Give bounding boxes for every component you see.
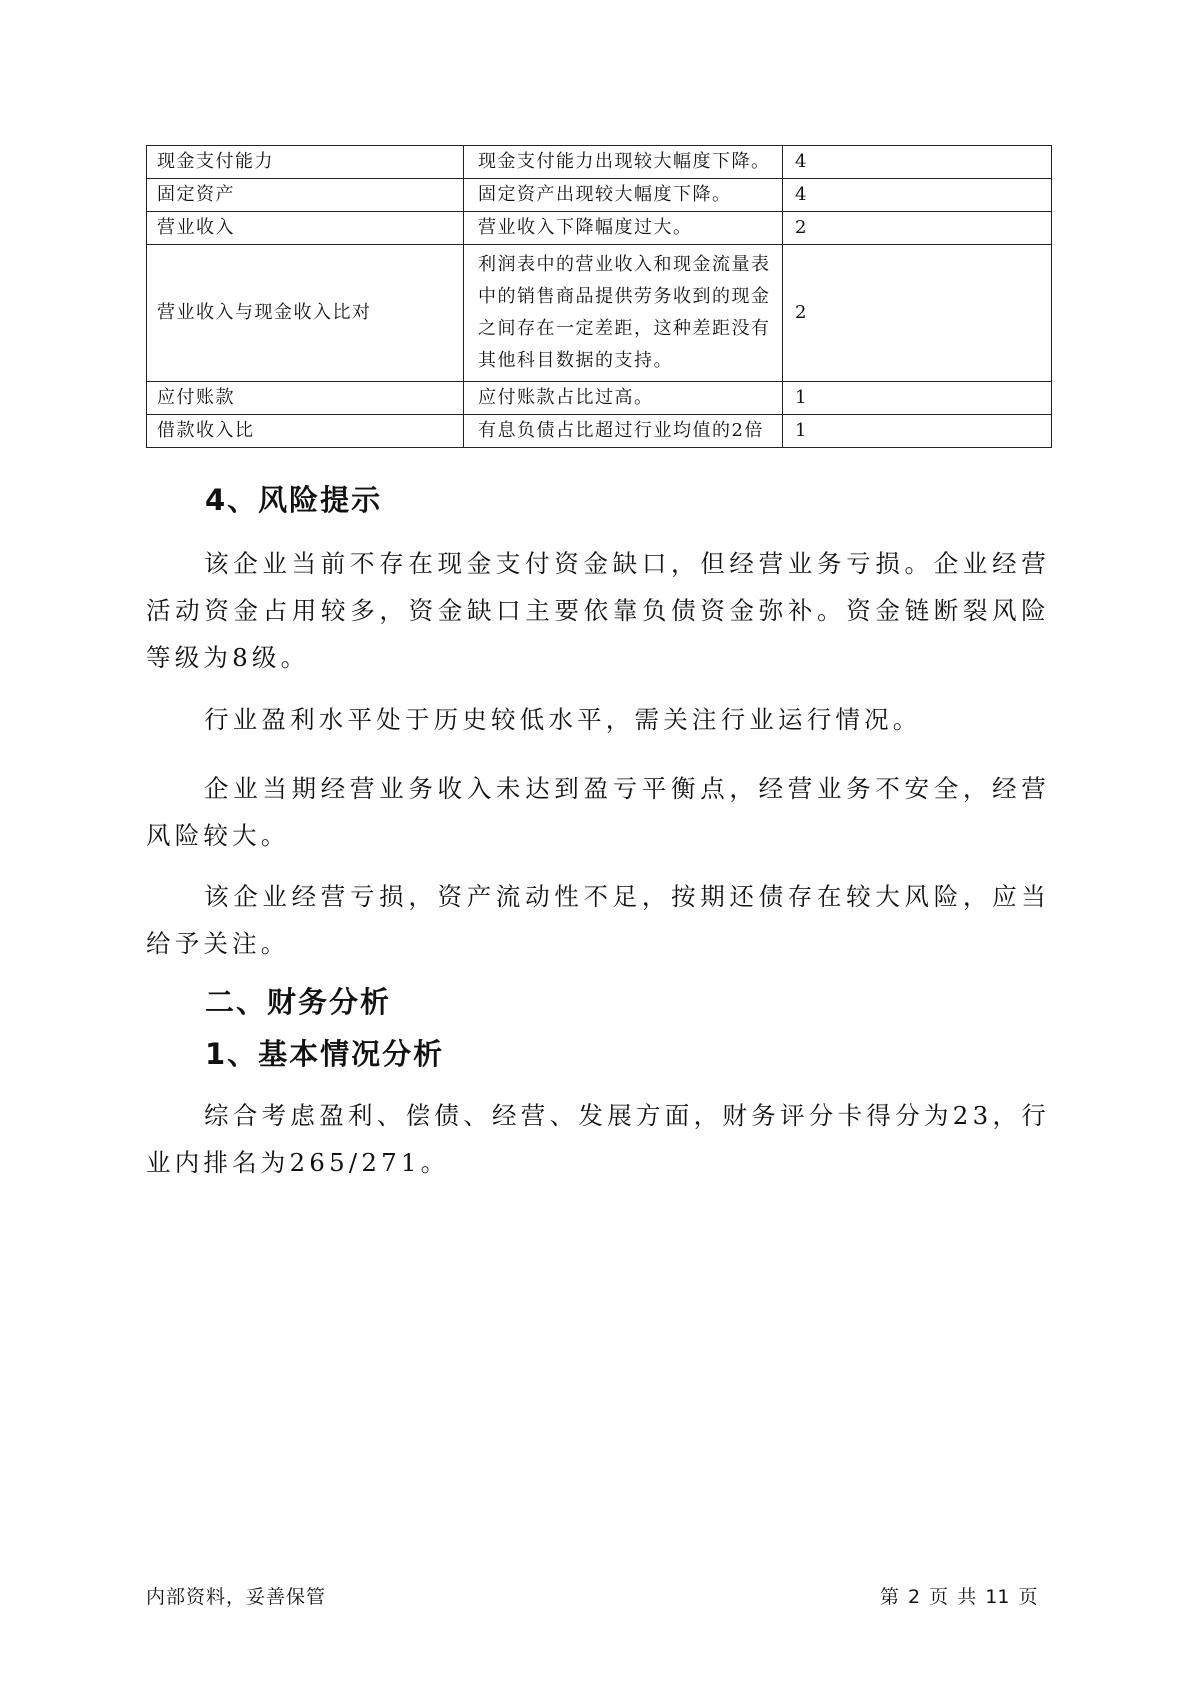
table-row [147,415,1052,448]
table-row [147,146,1052,179]
table-cell-score: 1 [783,382,1052,415]
table-row [147,382,1052,415]
risk-factor-table [146,145,1052,448]
table-cell-item: 现金支付能力 [147,146,464,179]
footer-confidential-note: 内部资料，妥善保管 [146,1586,327,1608]
sub-heading-basic: 1、基本情况分析 [205,1037,445,1071]
table-row [147,245,1052,382]
table-cell-desc [464,245,783,382]
table-cell-item: 应付账款 [147,382,464,415]
risk-paragraph: 行业盈利水平处于历史较低水平，需关注行业运行情况。 [204,705,922,734]
risk-paragraph: 该企业当前不存在现金支付资金缺口，但经营业务亏损。企业经营活动资金占用较多，资金缺口主要依靠负债资金弥补。资金链断裂风险等级为8级。 [146,549,1050,672]
finance-paragraph: 综合考虑盈利、偿债、经营、发展方面，财务评分卡得分为23，行业内排名为265/271。 [146,1101,1050,1177]
table-cell-score: 4 [783,179,1052,212]
table-cell-score: 4 [783,146,1052,179]
table-cell-desc: 有息负债占比超过行业均值的2倍 [464,415,783,448]
table-row [147,179,1052,212]
table-cell-desc: 固定资产出现较大幅度下降。 [464,179,783,212]
table-cell-item: 借款收入比 [147,415,464,448]
table-cell-item: 固定资产 [147,179,464,212]
table-cell-desc: 营业收入下降幅度过大。 [464,212,783,245]
table-cell-desc: 现金支付能力出现较大幅度下降。 [464,146,783,179]
footer-page-number: 第 2 页 共 11 页 [880,1586,1038,1608]
table-cell-desc-text: 利润表中的营业收入和现金流量表中的销售商品提供劳务收到的现金之间存在一定差距，这种差距没有其他科目数据的支持。 [478,254,771,371]
risk-paragraph: 企业当期经营业务收入未达到盈亏平衡点，经营业务不安全，经营风险较大。 [146,774,1050,850]
table-cell-item: 营业收入 [147,212,464,245]
section-heading-finance: 二、财务分析 [205,985,392,1019]
table-row [147,212,1052,245]
table-cell-item: 营业收入与现金收入比对 [147,245,464,382]
table-cell-desc: 应付账款占比过高。 [464,382,783,415]
section-heading-risk: 4、风险提示 [205,483,383,517]
table-cell-score: 2 [783,212,1052,245]
risk-paragraph: 该企业经营亏损，资产流动性不足，按期还债存在较大风险，应当给予关注。 [146,882,1050,958]
table-cell-score: 2 [783,245,1052,382]
table-cell-score: 1 [783,415,1052,448]
